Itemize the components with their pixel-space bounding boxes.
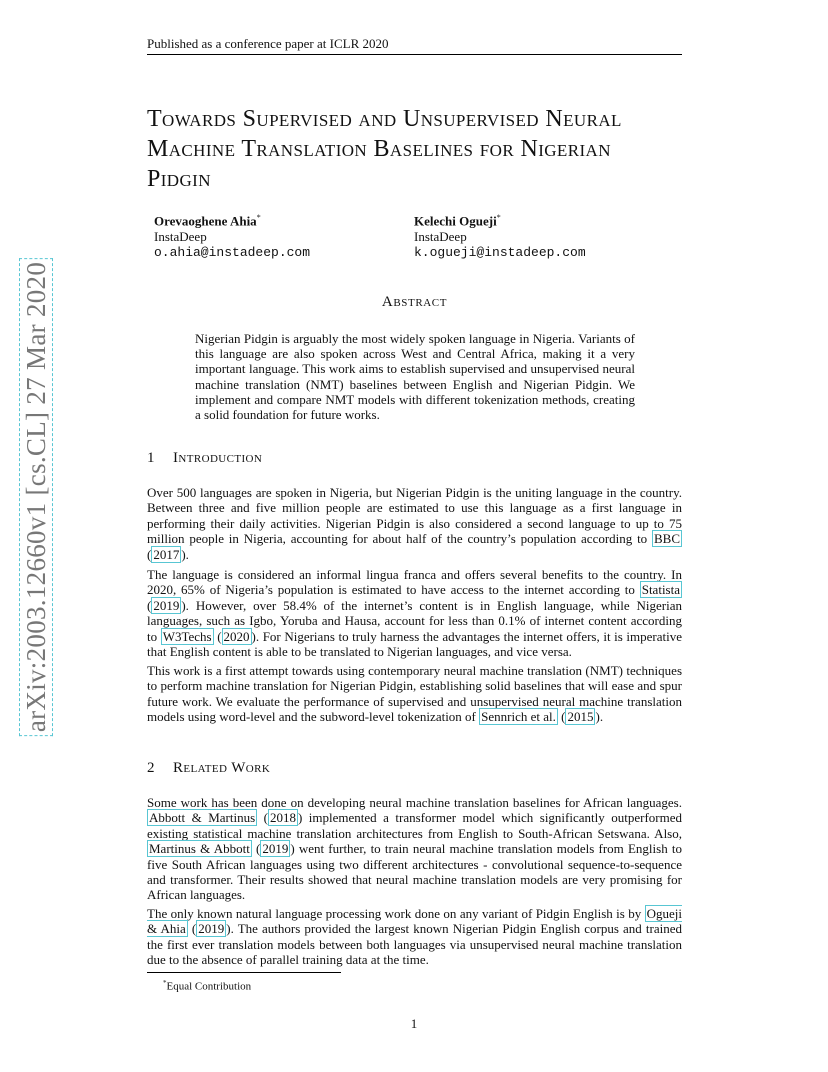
text-run: Over 500 languages are spoken in Nigeria, but Nigerian Pidgin is the uniting language in the country. Between three and five million people are estimated to use this language as a first language in performing their daily activities. Nigerian Pidgin is also considered a second language to up to 75 million people in Nigeria, accounting for about half of the country’s population according to (147, 485, 682, 547)
text-run: This work is a first attempt towards using contemporary neural machine translation (NMT) techniques to perform machine translation for Nigerian Pidgin, establishing solid baselines that will ease and spur future work. We evaluate the performance of supervised and unsupervised neural machine translation models using word-level and the subword-level tokenization of (147, 663, 682, 725)
citation-link[interactable]: Martinus & Abbott (149, 841, 250, 857)
text-run: ). (595, 709, 604, 725)
paragraph-related-1 (147, 795, 682, 903)
citation-link[interactable]: Ogueji & Ahia (147, 906, 682, 937)
equal-contribution-mark: * (256, 213, 261, 222)
footnote-mark: * (163, 979, 167, 987)
author-name: Orevaoghene Ahia (154, 213, 257, 229)
text-run: ( (251, 841, 261, 857)
section-title: Introduction (173, 450, 263, 466)
abstract-heading: Abstract (381, 294, 448, 310)
text-run: The only known natural language processing work done on any variant of Pidgin English is by (147, 906, 645, 921)
section-heading-introduction (147, 450, 262, 467)
text-run: ( (187, 921, 197, 937)
text-run: ) implemented a transformer model which significantly outperformed existing statistical machine translation architectures from English to South-African Setswana. Also, (147, 810, 682, 841)
paragraph-intro-3 (147, 663, 682, 725)
author-email[interactable]: o.ahia@instadeep.com (154, 245, 311, 261)
equal-contribution-mark: * (496, 213, 501, 222)
section-number: 1 (147, 450, 155, 466)
arxiv-stamp (18, 258, 54, 736)
footnote-rule (147, 972, 341, 973)
citation-link[interactable]: Abbott & Martinus (149, 810, 256, 826)
footnote (163, 977, 251, 994)
text-run: ). However, over 58.4% of the internet’s content is in English language, while Nigerian languages, such as Igbo, Yoruba and Hausa, account for less than 0.1% of internet content according to (147, 597, 682, 644)
arxiv-stamp-text[interactable]: arXiv:2003.12660v1 [cs.CL] 27 Mar 2020 (19, 258, 53, 736)
citation-link[interactable]: Statista (641, 582, 680, 598)
section-title: Related Work (173, 760, 271, 776)
citation-link[interactable]: 2018 (269, 810, 296, 826)
running-header: Published as a conference paper at ICLR 2020 (147, 36, 682, 55)
text-run: ( (257, 810, 268, 826)
footnote-text: Equal Contribution (166, 980, 252, 993)
text-run: ( (213, 628, 222, 644)
text-run: ( (147, 546, 152, 562)
paper-title (147, 104, 687, 194)
citation-link[interactable]: 2015 (567, 709, 594, 725)
text-run: Some work has been done on developing neural machine translation baselines for African languages. (147, 795, 682, 810)
paragraph-related-2 (147, 906, 682, 968)
author-block-2 (414, 210, 586, 261)
citation-link[interactable]: 2020 (223, 628, 250, 644)
author-name: Kelechi Ogueji (414, 213, 497, 229)
author-affiliation: InstaDeep (154, 229, 207, 245)
title-line: Machine Translation Baselines for Nigerian (147, 136, 611, 162)
title-line: Towards Supervised and Unsupervised Neural (147, 106, 622, 132)
text-run: The language is considered an informal lingua franca and offers several benefits to the country. In 2020, 65% of Nigeria’s population is estimated to have access to the internet according to (147, 567, 682, 598)
author-affiliation: InstaDeep (414, 229, 467, 245)
section-heading-related-work (147, 760, 270, 777)
citation-link[interactable]: BBC (653, 531, 680, 547)
paragraph-intro-1 (147, 485, 682, 562)
text-run: ). (181, 546, 189, 562)
citation-link[interactable]: 2019 (198, 921, 225, 937)
text-run: ( (147, 597, 152, 613)
author-email[interactable]: k.ogueji@instadeep.com (414, 245, 586, 261)
section-number: 2 (147, 760, 155, 776)
citation-link[interactable]: W3Techs (162, 628, 212, 644)
citation-link[interactable]: 2019 (153, 597, 180, 613)
title-line: Pidgin (147, 166, 211, 192)
citation-link[interactable]: Sennrich et al. (481, 709, 556, 725)
abstract-text: Nigerian Pidgin is arguably the most widely spoken language in Nigeria. Variants of this language are also spoken across West and Central Africa, making it a very important language. This work aims to establish supervised and unsupervised neural machine translation (NMT) baselines between English and Nigerian Pidgin. We implement and compare NMT models with different tokenization methods, creating a solid foundation for future works. (195, 331, 635, 423)
text-run: ). The authors provided the largest known Nigerian Pidgin English corpus and trained the first ever translation models between both languages via unsupervised neural machine translation due to the absence of parallel training data at the time. (147, 921, 682, 968)
text-run: ). For Nigerians to truly harness the advantages the internet offers, it is imperative that English content is able to be translated to Nigerian languages, and vice versa. (147, 628, 682, 660)
citation-link[interactable]: 2019 (262, 841, 289, 857)
text-run: ( (557, 709, 566, 725)
author-block-1 (154, 210, 310, 261)
text-run: ) went further, to train neural machine translation models from English to five South African languages using two different architectures - convolutional sequence-to-sequence and transformer. Their results showed that neural machine translation models are very promising for African languages. (147, 841, 682, 903)
citation-link[interactable]: 2017 (153, 546, 180, 562)
page-number: 1 (410, 1016, 418, 1031)
paragraph-intro-2 (147, 567, 682, 659)
